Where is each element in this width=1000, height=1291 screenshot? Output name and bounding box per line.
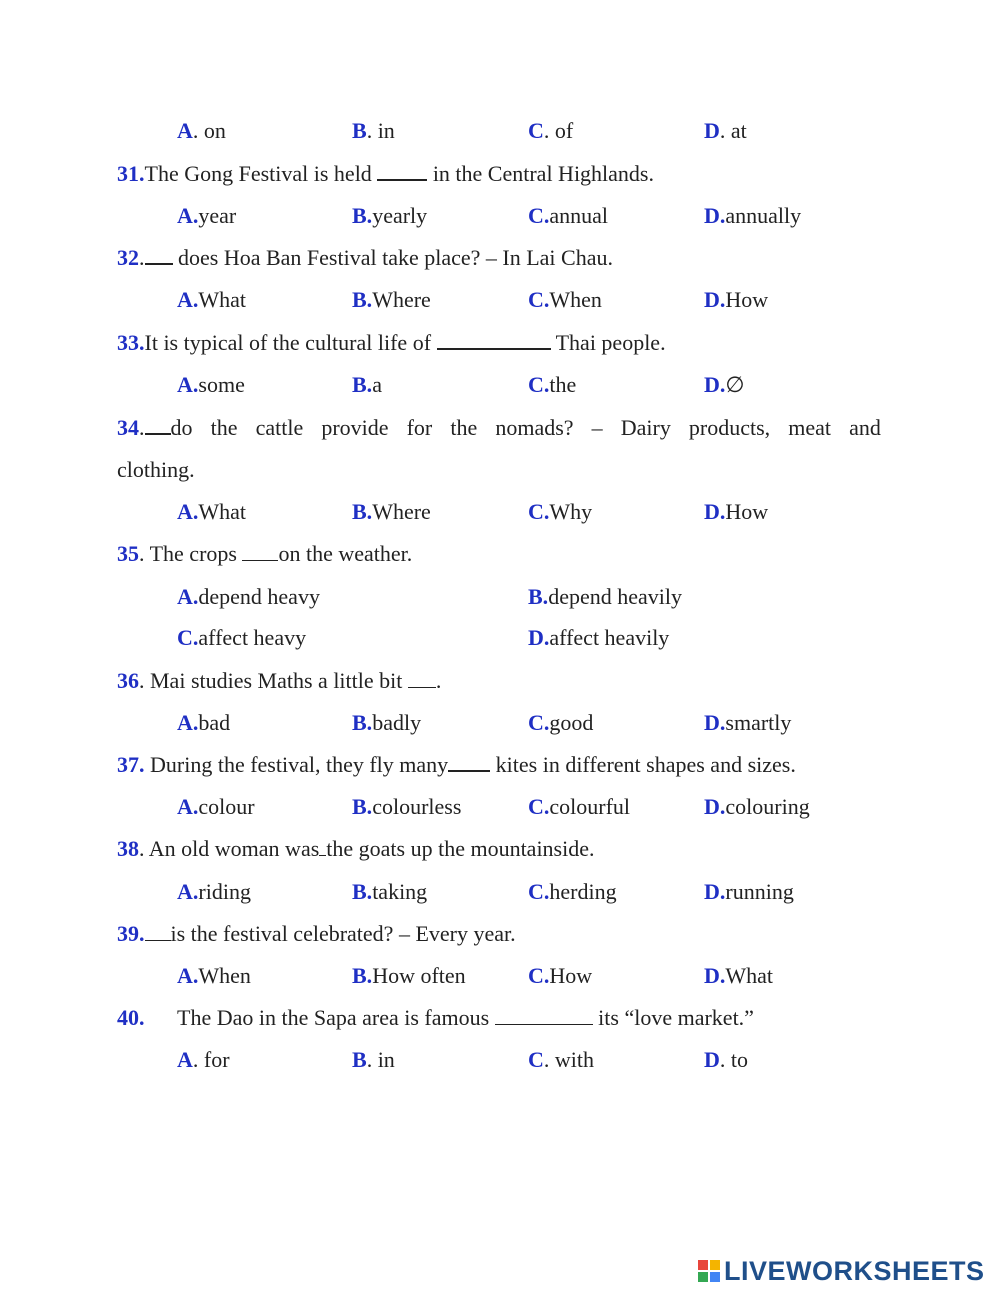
option-a[interactable]: A.depend heavy — [177, 584, 320, 609]
question-35: 35. The crops on the weather. — [117, 541, 413, 566]
option-b[interactable]: B.a — [352, 372, 382, 397]
answer-blank[interactable] — [145, 243, 173, 265]
logo-block — [710, 1260, 720, 1270]
question-40-text: The Dao in the Sapa area is famous its “love market.” — [177, 1005, 754, 1030]
option-b[interactable]: B.depend heavily — [528, 584, 682, 609]
option-a[interactable]: A.bad — [177, 710, 231, 735]
question-38: 38. An old woman was the goats up the mountainside. — [117, 836, 595, 861]
option-a[interactable]: A.year — [177, 203, 237, 228]
question-39: 39. is the festival celebrated? – Every year. — [117, 921, 516, 946]
question-40: 40. — [117, 1005, 145, 1030]
option-d[interactable]: D.What — [704, 963, 774, 988]
question-36: 36. Mai studies Maths a little bit . — [117, 668, 442, 693]
answer-blank[interactable] — [242, 540, 278, 561]
option-c[interactable]: C.colourful — [528, 794, 631, 819]
option-c[interactable]: C.When — [528, 287, 602, 312]
option-c[interactable]: C.herding — [528, 879, 617, 904]
logo-text: LIVEWORKSHEETS — [724, 1255, 985, 1286]
option-d[interactable]: D.smartly — [704, 710, 792, 735]
option-d[interactable]: D.How — [704, 499, 769, 524]
option-b[interactable]: B.Where — [352, 287, 431, 312]
option-a[interactable]: A.some — [177, 372, 245, 397]
option-c[interactable]: C.affect heavy — [177, 625, 307, 650]
option-c[interactable]: C.How — [528, 963, 593, 988]
option-a[interactable]: A. for — [177, 1047, 230, 1072]
option-d[interactable]: D.colouring — [704, 794, 810, 819]
question-31: 31.The Gong Festival is held in the Central Highlands. — [117, 161, 654, 186]
option-d[interactable]: D. at — [704, 118, 747, 143]
option-d[interactable]: D. to — [704, 1047, 749, 1072]
option-b[interactable]: B.taking — [352, 879, 428, 904]
option-c[interactable]: C. of — [528, 118, 574, 143]
option-d[interactable]: D.annually — [704, 203, 802, 228]
logo-block — [698, 1260, 708, 1270]
logo-block — [698, 1272, 708, 1282]
answer-blank[interactable] — [145, 920, 171, 941]
liveworksheets-logo[interactable] — [698, 1255, 985, 1287]
option-b[interactable]: B. in — [352, 1047, 395, 1072]
option-c[interactable]: C.good — [528, 710, 594, 735]
option-a[interactable]: A.colour — [177, 794, 255, 819]
option-d[interactable]: D.affect heavily — [528, 625, 670, 650]
option-c[interactable]: C.annual — [528, 203, 609, 228]
option-d[interactable]: D.∅ — [704, 372, 745, 397]
question-32: 32. does Hoa Ban Festival take place? – In Lai Chau. — [117, 245, 613, 270]
option-b[interactable]: B.Where — [352, 499, 431, 524]
option-d[interactable]: D.running — [704, 879, 794, 904]
option-c[interactable]: C. with — [528, 1047, 595, 1072]
option-b[interactable]: B.How often — [352, 963, 466, 988]
option-c[interactable]: C.Why — [528, 499, 593, 524]
question-34-line2: clothing. — [117, 457, 195, 482]
answer-blank[interactable] — [448, 750, 490, 772]
option-a[interactable]: A.What — [177, 287, 247, 312]
option-a[interactable]: A.What — [177, 499, 247, 524]
logo-block — [710, 1272, 720, 1282]
option-a[interactable]: A.riding — [177, 879, 251, 904]
question-34: 34. do the cattle provide for the nomads? – Dairy products, meat and — [117, 415, 881, 440]
answer-blank[interactable] — [145, 413, 171, 435]
option-b[interactable]: B.badly — [352, 710, 422, 735]
option-d[interactable]: D.How — [704, 287, 769, 312]
option-c[interactable]: C.the — [528, 372, 577, 397]
logo-blocks-icon — [698, 1260, 720, 1282]
answer-blank[interactable] — [408, 667, 436, 688]
option-a[interactable]: A. on — [177, 118, 226, 143]
answer-blank[interactable] — [437, 328, 551, 350]
question-33: 33.It is typical of the cultural life of Thai people. — [117, 330, 666, 355]
answer-blank[interactable] — [377, 159, 427, 181]
option-a[interactable]: A.When — [177, 963, 251, 988]
option-b[interactable]: B.colourless — [352, 794, 462, 819]
option-b[interactable]: B. in — [352, 118, 395, 143]
option-b[interactable]: B.yearly — [352, 203, 428, 228]
answer-blank[interactable] — [495, 1004, 593, 1025]
question-37: 37. During the festival, they fly many kites in different shapes and sizes. — [117, 752, 796, 777]
